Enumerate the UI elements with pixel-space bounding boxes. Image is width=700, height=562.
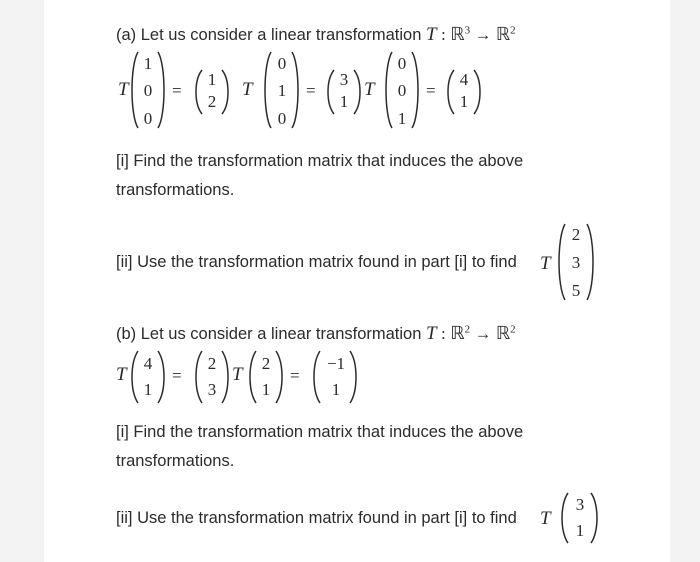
part-b-q1-line1: [i] Find the transformation matrix that induces the above	[116, 423, 524, 441]
part-b-eq1-T: T	[116, 364, 127, 385]
part-b-eq1-input-lparen	[132, 351, 138, 403]
part-b-q1-line2: transformations.	[116, 452, 235, 470]
part-a-eq3-output-entry2: 1	[459, 92, 469, 111]
part-a-map-name: T	[426, 24, 437, 45]
part-a-eq2-input-entry3: 0	[277, 109, 287, 128]
part-b-eq1-input-rparen	[158, 351, 164, 403]
part-b-q2-text: [ii] Use the transformation matrix found in part [i] to find	[116, 509, 517, 527]
part-a-eq3-input-lparen	[386, 52, 392, 128]
part-a-equations	[44, 40, 670, 140]
part-a-q1-line2: transformations.	[116, 181, 235, 199]
part-b-eq2-output-lparen	[314, 351, 320, 403]
part-a-q2-T: T	[540, 253, 551, 274]
part-a-eq2-output-entry1: 3	[339, 70, 349, 89]
part-a-eq2-output-lparen	[328, 70, 334, 114]
part-b-intro-text: (b) Let us consider a linear transformation	[116, 325, 422, 343]
part-b-q2-lparen	[562, 493, 568, 543]
part-a-eq3-equals: =	[426, 81, 436, 100]
part-a-eq3-output-lparen	[448, 70, 454, 114]
part-b-eq2-input-entry1: 2	[261, 354, 271, 373]
part-b-eq2-output-entry1: −1	[326, 354, 346, 373]
part-a-eq1-input-entry1: 1	[143, 54, 153, 73]
part-b-eq1-input-entry1: 4	[143, 354, 153, 373]
part-a-eq3-input-entry2: 0	[397, 81, 407, 100]
part-a-eq3-input-entry1: 0	[397, 54, 407, 73]
part-a-eq1-input-entry3: 0	[143, 109, 153, 128]
part-b-map-name: T	[426, 323, 437, 344]
part-a-codomain-exp: 2	[510, 24, 516, 37]
part-b-eq2-T: T	[232, 364, 243, 385]
part-b-codomain-exp: 2	[510, 323, 516, 336]
part-b-heading	[116, 323, 516, 345]
part-a-eq1-equals: =	[172, 81, 182, 100]
part-a-eq1-output-rparen	[222, 70, 228, 114]
question-page	[44, 0, 670, 562]
part-a-eq1-T: T	[118, 79, 129, 100]
part-a-eq1-output-entry2: 2	[207, 92, 217, 111]
part-b-codomain: ℝ	[495, 323, 511, 343]
part-b-eq1-output-entry2: 3	[207, 380, 217, 399]
part-a-q2-expression	[534, 218, 604, 304]
part-b-eq2-output-entry2: 1	[331, 380, 341, 399]
part-a-eq3-T: T	[364, 79, 375, 100]
part-a-eq3-output-rparen	[474, 70, 480, 114]
part-b-equations	[44, 345, 670, 405]
part-a-q2-entry3: 5	[571, 281, 581, 300]
part-b-eq2-input-lparen	[250, 351, 256, 403]
part-a-q2-entry2: 3	[571, 253, 581, 272]
part-a-eq3-output-entry1: 4	[459, 70, 469, 89]
part-a-q2-lparen	[559, 224, 565, 300]
part-a-eq1-input-entry2: 0	[143, 81, 153, 100]
part-b-arrow: →	[474, 324, 492, 343]
part-b-domain: ℝ	[450, 323, 465, 343]
part-a-q2-entry1: 2	[571, 225, 581, 244]
part-a-intro-text: (a) Let us consider a linear transformation	[116, 26, 422, 44]
part-b-eq2-output-rparen	[350, 351, 356, 403]
part-b-q2-entry2: 1	[575, 521, 585, 540]
part-b-eq1-output-entry1: 2	[207, 354, 217, 373]
part-a-eq2-input-lparen	[265, 52, 271, 128]
part-b-eq2-equals: =	[290, 366, 300, 385]
part-a-eq3-input-entry3: 1	[397, 109, 407, 128]
part-a-eq1-input-lparen	[132, 52, 138, 128]
part-a-eq2-input-rparen	[292, 52, 298, 128]
part-a-eq2-T: T	[242, 79, 253, 100]
part-a-q1-line1: [i] Find the transformation matrix that induces the above	[116, 152, 524, 170]
part-b-q2-expression	[534, 488, 614, 548]
part-a-arrow: →	[474, 25, 492, 44]
part-b-eq1-input-entry2: 1	[143, 380, 153, 399]
part-a-domain-exp: 3	[464, 24, 471, 37]
part-a-eq2-equals: =	[306, 81, 316, 100]
part-a-eq2-input-entry2: 1	[277, 81, 287, 100]
part-a-eq1-output-entry1: 1	[207, 70, 217, 89]
part-b-q2-entry1: 3	[575, 495, 585, 514]
part-a-q2-rparen	[587, 224, 593, 300]
part-b-q2-rparen	[591, 493, 597, 543]
part-a-q2-text: [ii] Use the transformation matrix found in part [i] to find	[116, 253, 517, 271]
part-a-eq2-input-entry1: 0	[277, 54, 287, 73]
part-a-map-colon: :	[441, 25, 446, 44]
part-b-eq2-input-entry2: 1	[261, 380, 271, 399]
part-b-eq1-output-rparen	[222, 351, 228, 403]
part-b-eq1-output-lparen	[196, 351, 202, 403]
part-b-map-colon: :	[441, 324, 446, 343]
part-a-eq2-output-entry2: 1	[339, 92, 349, 111]
part-a-eq1-output-lparen	[196, 70, 202, 114]
part-a-eq2-output-rparen	[354, 70, 360, 114]
part-a-eq1-input-rparen	[158, 52, 164, 128]
part-a-domain: ℝ	[450, 24, 465, 44]
part-b-eq1-equals: =	[172, 366, 182, 385]
part-a-codomain: ℝ	[495, 24, 511, 44]
part-b-domain-exp: 2	[464, 323, 471, 336]
part-b-q2-T: T	[540, 508, 551, 529]
part-b-eq2-input-rparen	[276, 351, 282, 403]
part-a-eq3-input-rparen	[412, 52, 418, 128]
